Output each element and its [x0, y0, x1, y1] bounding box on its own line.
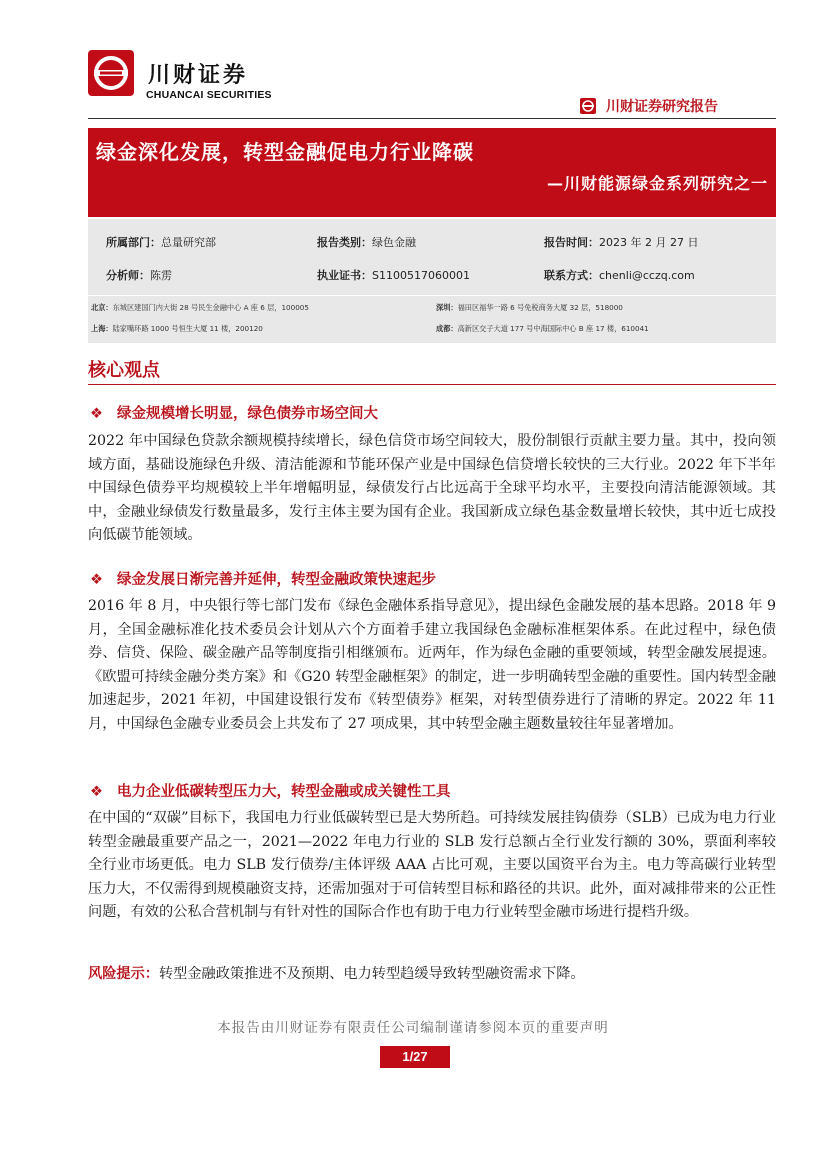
address-beijing: [91, 303, 309, 313]
company-name-cn: 川财证券: [148, 63, 249, 88]
type-value: 绿色金融: [372, 236, 416, 249]
point-heading-text: 绿金发展日渐完善并延伸，转型金融政策快速起步: [117, 572, 436, 588]
point-heading: [90, 780, 451, 801]
report-title: 绿金深化发展，转型金融促电力行业降碳: [96, 140, 474, 164]
dept-label: 所属部门：: [106, 236, 161, 249]
point-heading: [90, 568, 436, 589]
time-row: [544, 234, 698, 250]
address-chengdu-label: 成都：: [436, 324, 458, 333]
report-tag: [580, 96, 718, 116]
section-rule: [88, 384, 776, 385]
company-name-en: CHUANCAI SECURITIES: [146, 89, 272, 101]
point-heading-text: 绿金规模增长明显，绿色债券市场空间大: [117, 406, 378, 422]
time-value: 2023 年 2 月 27 日: [599, 236, 699, 249]
point-body: 在中国的“双碳”目标下，我国电力行业低碳转型已是大势所趋。可持续发展挂钩债券（SLB）已成为电力行业转型金融最重要产品之一，2021—2022 年电力行业的 SLB 发行总额占全行业发行额的 30%，票面利率较全行业市场更低。电力 SLB 发行债券/主体评级 AAA 占比可观，主要以国资平台为主。电力等高碳行业转型压力大，不仅需得到规模融资支持，还需加强对于可信转型目标和路径的共识。此外，面对减排带来的公正性问题，有效的公私合营机制与有针对性的国际合作也有助于电力行业转型金融市场进行提档升级。: [88, 810, 776, 921]
report-subtitle: —川财能源绿金系列研究之一: [546, 174, 768, 193]
analyst-label: 分析师：: [106, 269, 150, 282]
address-shenzhen-label: 深圳：: [436, 303, 458, 312]
address-shenzhen-value: 福田区福华一路 6 号免税商务大厦 32 层，518000: [457, 303, 623, 312]
cert-value: S1100517060001: [372, 269, 470, 282]
point-heading: [90, 402, 378, 423]
address-shanghai-value: 陆家嘴环路 1000 号恒生大厦 11 楼，200120: [112, 324, 263, 333]
analyst-row: [106, 267, 172, 283]
address-shanghai-label: 上海：: [91, 324, 113, 333]
type-row: [317, 234, 416, 250]
footer-disclaimer: 本报告由川财证券有限责任公司编制谨请参阅本页的重要声明: [217, 1020, 609, 1036]
diamond-bullet-icon: ❖: [90, 572, 103, 588]
header-rule: [88, 118, 776, 119]
contact-label: 联系方式：: [544, 269, 599, 282]
cert-label: 执业证书：: [317, 269, 372, 282]
cert-row: [317, 267, 470, 283]
point-body: 2016 年 8 月，中央银行等七部门发布《绿色金融体系指导意见》，提出绿色金融发展的基本思路。2018 年 9 月，全国金融标准化技术委员会计划从六个方面着手建立我国绿色金融标准框架体系。在此过程中，绿色债券、信贷、保险、碳金融产品等制度指引相继颁布。近两年，作为绿色金融的重要领域，转型金融发展提速。《欧盟可持续金融分类方案》和《G20 转型金融框架》的制定，进一步明确转型金融的重要性。国内转型金融加速起步，2021 年初，中国建设银行发布《转型债券》框架，对转型债券进行了清晰的界定。2022 年 11 月，中国绿色金融专业委员会上共发布了 27 项成果，其中转型金融主题数量较往年显著增加。: [88, 598, 776, 732]
diamond-bullet-icon: ❖: [90, 784, 103, 800]
chuancai-logo-icon: [88, 50, 134, 96]
dept-row: [106, 234, 216, 250]
diamond-bullet-icon: ❖: [90, 406, 103, 422]
risk-label: 风险提示：: [88, 966, 159, 982]
contact-value[interactable]: chenli@cczq.com: [599, 269, 695, 282]
point-body: 2022 年中国绿色贷款余额规模持续增长，绿色信贷市场空间较大，股份制银行贡献主要力量。其中，投向领域方面，基础设施绿色升级、清洁能源和节能环保产业是中国绿色信贷增长较快的三大行业。2022 年下半年中国绿色债券平均规模较上半年增幅明显，绿债发行占比远高于全球平均水平，主要投向清洁能源领域。其中，金融业绿债发行数量最多，发行主体主要为国有企业。我国新成立绿色基金数量增长较快，其中近七成投向低碳节能领域。: [88, 433, 776, 544]
address-shanghai: [91, 324, 263, 334]
page-number: 1/27: [380, 1046, 450, 1068]
report-label: 川财证券研究报告: [606, 99, 718, 115]
contact-row: [544, 267, 695, 283]
title-banner: [88, 128, 776, 217]
point-heading-text: 电力企业低碳转型压力大，转型金融或成关键性工具: [117, 784, 451, 800]
analyst-value: 陈雳: [150, 269, 172, 282]
report-info-box: [88, 219, 776, 343]
address-beijing-label: 北京：: [91, 303, 113, 312]
time-label: 报告时间：: [544, 236, 599, 249]
risk-note: [88, 963, 585, 983]
risk-text: 转型金融政策推进不及预期、电力转型趋缓导致转型融资需求下降。: [158, 966, 585, 982]
address-chengdu: [436, 324, 649, 334]
section-title: 核心观点: [88, 360, 160, 381]
chuancai-mini-logo-icon: [580, 98, 596, 114]
address-beijing-value: 东城区建国门内大街 28 号民生金融中心 A 座 6 层，100005: [112, 303, 309, 312]
dept-value: 总量研究部: [161, 236, 216, 249]
address-chengdu-value: 高新区交子大道 177 号中海国际中心 B 座 17 楼，610041: [457, 324, 649, 333]
info-divider: [88, 295, 776, 296]
address-shenzhen: [436, 303, 623, 313]
type-label: 报告类别：: [317, 236, 372, 249]
